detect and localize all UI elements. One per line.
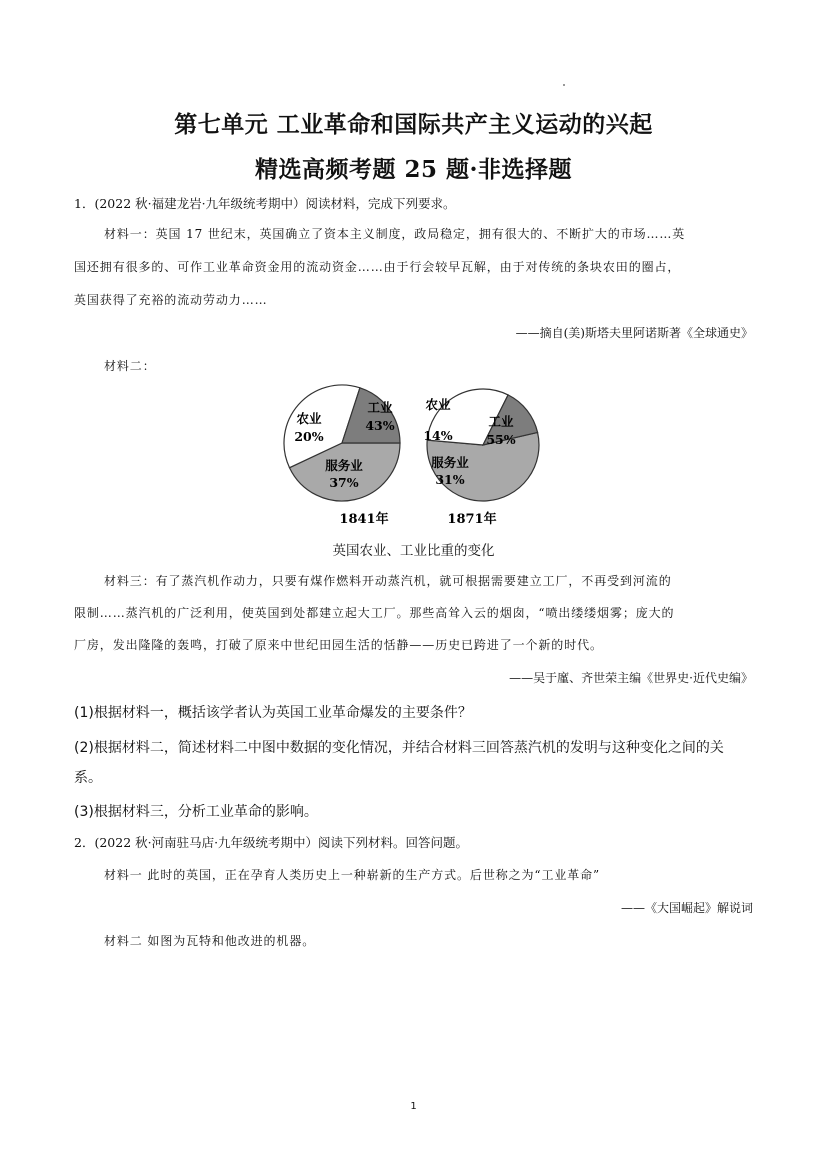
pie-label-value: 55% xyxy=(486,432,516,447)
q1-material1-line1: 材料一：英国 17 世纪末，英国确立了资本主义制度，政局稳定，拥有很大的、不断扩大的市场……英 xyxy=(104,227,686,241)
pie-chart-1871 xyxy=(423,389,539,527)
chart-caption: 英国农业、工业比重的变化 xyxy=(332,543,495,559)
q1-subquestion-1: (1)根据材料一，概括该学者认为英国工业革命爆发的主要条件？ xyxy=(74,705,472,721)
pie-label-name: 服务业 xyxy=(431,455,469,470)
q1-source3: ——吴于廑、齐世荣主编《世界史·近代史编》 xyxy=(509,671,753,685)
pie-chart-1841 xyxy=(284,385,400,527)
page-number: 1 xyxy=(410,1101,417,1112)
q1-material2-label: 材料二： xyxy=(104,359,156,373)
pie-label-value: 43% xyxy=(365,418,395,433)
q1-subquestion-3: (3)根据材料三，分析工业革命的影响。 xyxy=(74,804,318,820)
q2-material2: 材料二 如图为瓦特和他改进的机器。 xyxy=(104,934,316,948)
pie-label-value: 37% xyxy=(329,475,359,490)
pie-label-name: 工业 xyxy=(367,400,393,415)
q1-material3-line2: 限制……蒸汽机的广泛利用，使英国到处都建立起大工厂。那些高耸入云的烟囱，“喷出缕缕烟雾；庞大的 xyxy=(74,606,675,620)
q2-source1: ——《大国崛起》解说词 xyxy=(620,901,753,915)
q1-subquestion-2-line2: 系。 xyxy=(74,770,102,786)
pie-label-name: 服务业 xyxy=(325,458,363,473)
q2-material1: 材料一 此时的英国，正在孕育人类历史上一种崭新的生产方式。后世称之为“工业革命” xyxy=(104,868,601,882)
pie-year-label: 1871年 xyxy=(447,512,497,527)
pie-label-value: 31% xyxy=(435,472,465,487)
question-1-head: 1．(2022 秋·福建龙岩·九年级统考期中）阅读材料，完成下列要求。 xyxy=(74,196,456,211)
pie-label-value: 14% xyxy=(423,428,453,443)
pie-charts xyxy=(280,383,550,531)
pie-label-name: 工业 xyxy=(488,414,514,429)
q1-material1-line3: 英国获得了充裕的流动劳动力…… xyxy=(74,293,268,307)
pie-label-name: 农业 xyxy=(425,397,451,412)
stray-dot xyxy=(563,84,565,86)
page-subtitle: 精选高频考题 25 题·非选择题 xyxy=(254,156,573,183)
page-title: 第七单元 工业革命和国际共产主义运动的兴起 xyxy=(174,111,653,138)
q1-material3-line1: 材料三：有了蒸汽机作动力，只要有煤作燃料开动蒸汽机，就可根据需要建立工厂，不再受到河流的 xyxy=(104,574,672,588)
q1-material1-line2: 国还拥有很多的、可作工业革命资金用的流动资金……由于行会较早瓦解，由于对传统的条块农田的圈占， xyxy=(74,260,681,274)
pie-label-name: 农业 xyxy=(296,411,322,426)
q1-material3-line3: 厂房，发出隆隆的轰鸣，打破了原来中世纪田园生活的恬静——历史已跨进了一个新的时代。 xyxy=(74,638,603,652)
pie-year-label: 1841年 xyxy=(339,512,389,527)
q1-source1: ——摘自(美)斯塔夫里阿诺斯著《全球通史》 xyxy=(515,326,753,340)
pie-label-value: 20% xyxy=(294,429,324,444)
question-2-head: 2．(2022 秋·河南驻马店·九年级统考期中）阅读下列材料。回答问题。 xyxy=(74,835,469,850)
q1-subquestion-2-line1: (2)根据材料二，简述材料二中图中数据的变化情况，并结合材料三回答蒸汽机的发明与这种变化之间的关 xyxy=(74,740,724,756)
